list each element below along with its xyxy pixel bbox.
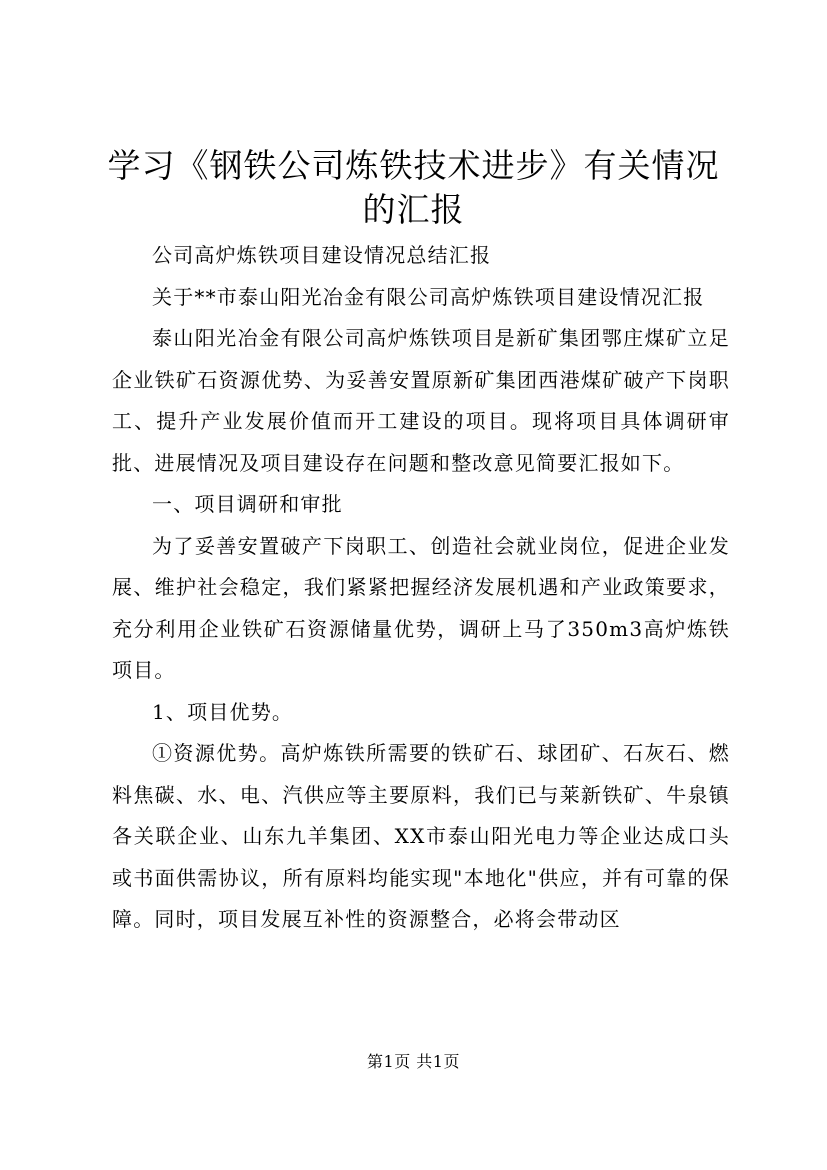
page-number-footer: 第1页 共1页 xyxy=(367,1052,460,1071)
document-title: 学习《钢铁公司炼铁技术进步》有关情况的汇报 xyxy=(107,146,720,229)
paragraph-subtitle: 公司高炉炼铁项目建设情况总结汇报 xyxy=(152,243,492,267)
paragraph-intro: 泰山阳光冶金有限公司高炉炼铁项目是新矿集团鄂庄煤矿立足企业铁矿石资源优势、为妥善安置原新矿集团西港煤矿破产下岗职工、提升产业发展价值而开工建设的项目。现将项目具体调研审批、进展情况及项目建设存在问题和整改意见简要汇报如下。 xyxy=(112,326,730,475)
document-body xyxy=(112,235,730,941)
paragraph-resource-advantage: ①资源优势。高炉炼铁所需要的铁矿石、球团矿、石灰石、燃料焦碳、水、电、汽供应等主要原料，我们已与莱新铁矿、牛泉镇各关联企业、山东九羊集团、XX市泰山阳光电力等企业达成口头或书面供需协议，所有原料均能实现"本地化"供应，并有可靠的保障。同时，项目发展互补性的资源整合，必将会带动区 xyxy=(112,741,730,931)
paragraph-research: 为了妥善安置破产下岗职工、创造社会就业岗位，促进企业发展、维护社会稳定，我们紧紧把握经济发展机遇和产业政策要求，充分利用企业铁矿石资源储量优势，调研上马了350m3高炉炼铁项目。 xyxy=(112,533,730,682)
paragraph-report-heading: 关于**市泰山阳光冶金有限公司高炉炼铁项目建设情况汇报 xyxy=(152,284,705,309)
subsection-heading-advantages: 1、项目优势。 xyxy=(152,699,294,724)
section-heading-research: 一、项目调研和审批 xyxy=(152,492,343,516)
